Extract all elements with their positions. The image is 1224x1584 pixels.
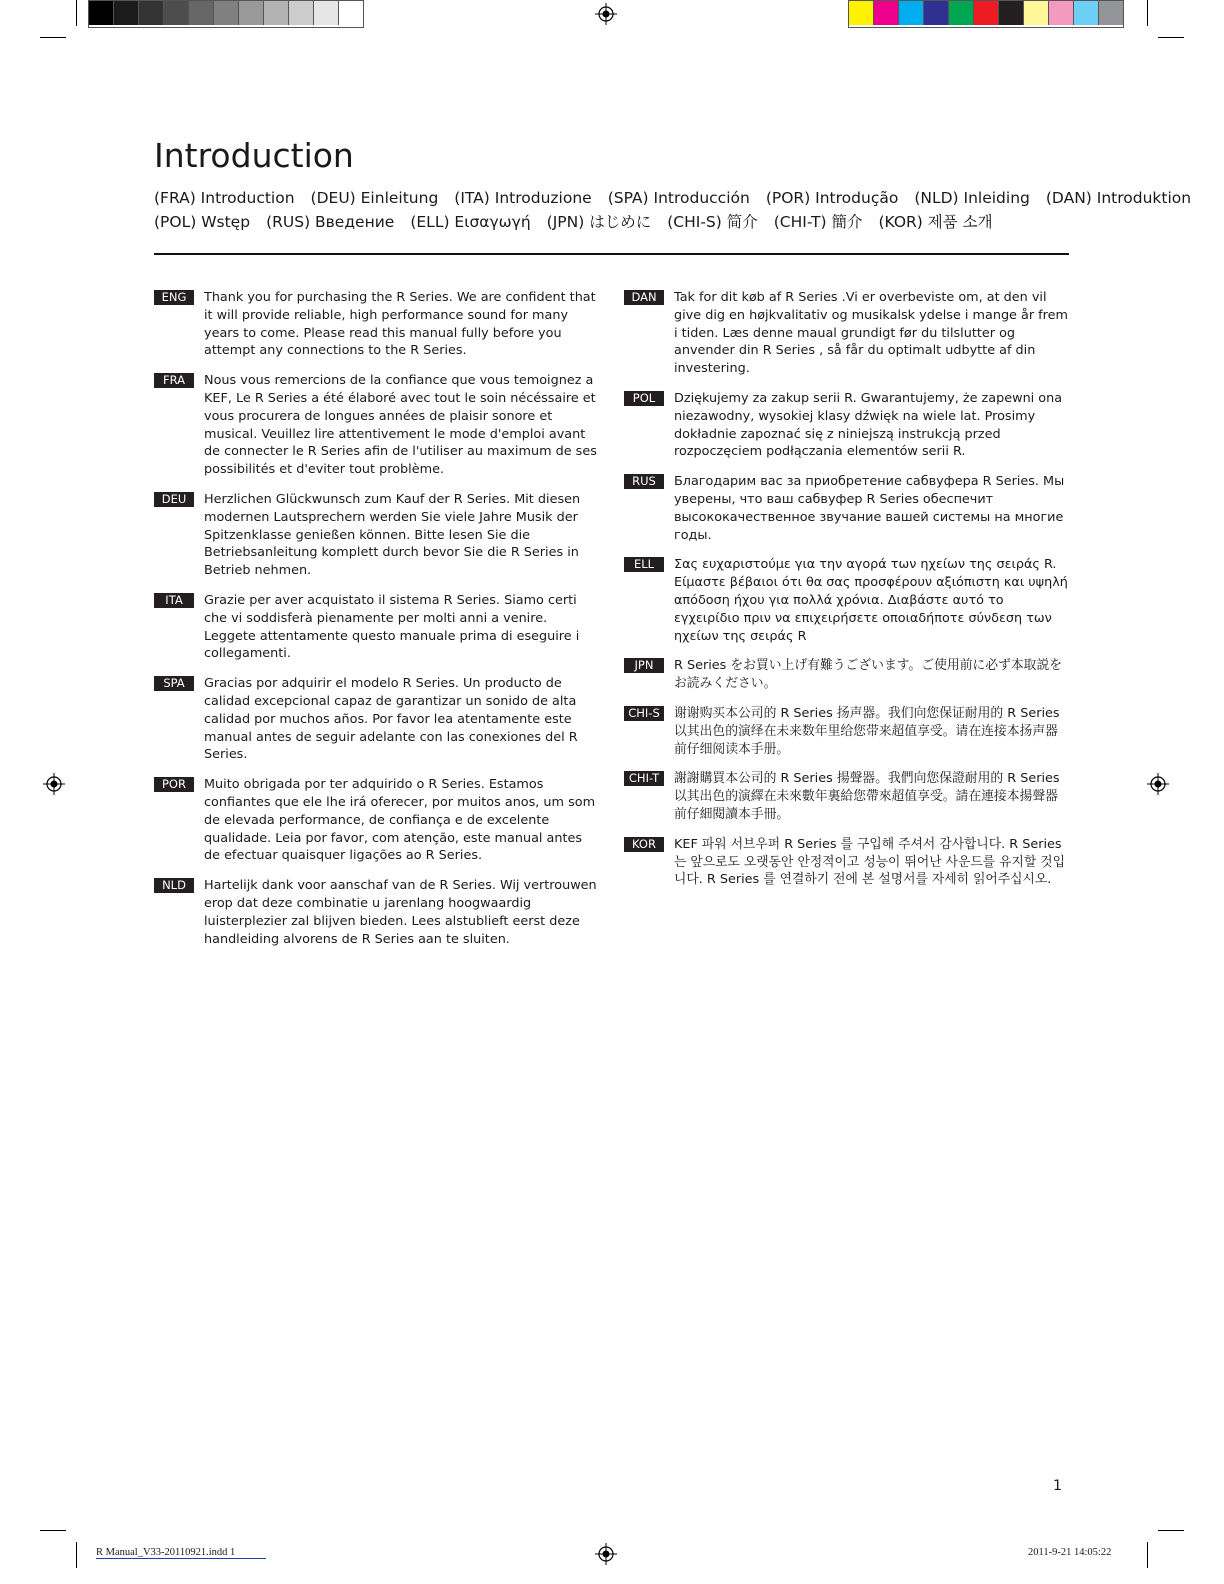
language-paragraph: Σας ευχαριστούμε για την αγορά των ηχείων της σειράς R. Είμαστε βέβαιοι ότι θα σας προσφέρουν αξιόπιστη και υψηλή απόδοση ήχου για πολλά χρόνια. Διαβάστε αυτό το εγχειρίδιο πριν να επιχειρήσετε οποιαδήποτε σύνδεση των ηχείων της σειράς R (674, 557, 1068, 644)
color-swatch (974, 1, 999, 25)
translated-titles-row-2 (154, 210, 1074, 234)
language-paragraph: Tak for dit køb af R Series .Vi er overbeviste om, at den vil give dig en højkvalitativ og musikalsk ydelse i mange år frem i tiden. Læs denne maual grundigt før du tilslutter og anvender din R Series , så får du optimalt udbytte af din investering. (674, 290, 1068, 377)
language-entry-chi-s (624, 705, 1069, 758)
language-entry-ita (154, 592, 599, 663)
language-code-badge: DEU (154, 492, 194, 507)
left-column (154, 289, 599, 960)
language-entry-jpn (624, 657, 1069, 693)
crop-mark (76, 1542, 77, 1568)
translated-title: (RUS) Введение (266, 213, 395, 231)
language-paragraph: Hartelijk dank voor aanschaf van de R Series. Wij vertrouwen erop dat deze combinatie u jarenlang hoogwaardig luisterplezier zal blijven bieden. Lees alstublieft eerst deze handleiding alvorens de R Series aan te sluiten. (204, 878, 597, 947)
language-paragraph: Dziękujemy za zakup serii R. Gwarantujemy, że zapewni ona niezawodny, wysokiej klasy dźwięk na wiele lat. Prosimy dokładnie zapoznać się z niniejszą instrukcją przed rozpoczęciem podłączania elementów serii R. (674, 390, 1063, 460)
translated-titles-row-1 (154, 186, 1192, 210)
page-number: 1 (1053, 1478, 1062, 1494)
translated-title: (JPN) はじめに (546, 213, 652, 231)
language-paragraph: Благодарим вас за приобретение сабвуфера R Series. Мы уверены, что ваш сабвуфер R Series обеспечит высококачественное звучание вашей системы на многие годы. (674, 474, 1065, 543)
language-entry-fra (154, 372, 599, 479)
footer-file-name: R Manual_V33-20110921.indd 1 (96, 1547, 266, 1559)
registration-mark-icon (595, 1543, 617, 1565)
language-paragraph: Thank you for purchasing the R Series. We are confident that it will provide reliable, high performance sound for many years to come. Please read this manual fully before you attempt any connections to the R Series. (204, 290, 596, 359)
language-paragraph: Muito obrigada por ter adquirido o R Series. Estamos confiantes que ele lhe irá oferecer, por muitos anos, um som de elevada performance, de confiança e de excelente qualidade. Leia por favor, com atenção, este manual antes de efectuar quaisquer ligações ao R Series. (204, 777, 596, 864)
language-code-badge: CHI-T (624, 771, 664, 786)
language-code-badge: ENG (154, 290, 194, 305)
color-swatch (1049, 1, 1074, 25)
footer-timestamp: 2011-9-21 14:05:22 (1028, 1547, 1112, 1558)
title-divider (154, 253, 1069, 255)
translated-titles (154, 186, 1192, 234)
crop-mark (1147, 0, 1148, 26)
language-entry-por (154, 776, 599, 865)
language-paragraph: R Series をお買い上げ有難うございます。ご使用前に必ず本取説をお読みください。 (674, 658, 1063, 692)
registration-mark-icon (595, 3, 617, 25)
color-swatch (339, 1, 363, 25)
registration-mark-icon (1147, 773, 1169, 795)
language-entry-ell (624, 556, 1069, 645)
language-code-badge: JPN (624, 658, 664, 673)
language-entry-chi-t (624, 770, 1069, 823)
color-swatch (1099, 1, 1123, 25)
color-swatch (949, 1, 974, 25)
color-swatch (874, 1, 899, 25)
translated-title: (NLD) Inleiding (914, 189, 1030, 207)
color-swatch (89, 1, 114, 25)
crop-mark (40, 37, 66, 38)
crop-mark (1147, 1542, 1148, 1568)
language-paragraph: 谢谢购买本公司的 R Series 扬声器。我们向您保证耐用的 R Series 以其出色的演绎在未来数年里给您带来超值享受。请在连接本扬声器前仔细阅读本手册。 (674, 705, 1060, 757)
color-swatch (114, 1, 139, 25)
language-paragraph: 謝謝購買本公司的 R Series 揚聲器。我們向您保證耐用的 R Series 以其出色的演繹在未來數年裏給您帶來超值享受。請在連接本揚聲器前仔細閱讀本手冊。 (674, 771, 1060, 822)
language-entry-rus (624, 473, 1069, 544)
registration-mark-icon (43, 773, 65, 795)
language-entry-kor (624, 836, 1069, 889)
color-swatch (314, 1, 339, 25)
color-swatch (999, 1, 1024, 25)
translated-title: (CHI-S) 简介 (667, 213, 758, 231)
language-entry-nld (154, 877, 599, 948)
gray-color-bar (88, 0, 364, 28)
language-entry-spa (154, 675, 599, 764)
language-code-badge: CHI-S (624, 706, 664, 721)
language-code-badge: SPA (154, 676, 194, 691)
translated-title: (ELL) Εισαγωγή (410, 213, 531, 231)
color-swatch (849, 1, 874, 25)
color-swatch (924, 1, 949, 25)
right-column (624, 289, 1069, 901)
language-paragraph: Herzlichen Glückwunsch zum Kauf der R Series. Mit diesen modernen Lautsprechern werden Sie viele Jahre Musik der Spitzenklasse genießen können. Bitte lesen Sie die Betriebsanleitung komplett durch bevor Sie die R Series in Betrieb nehmen. (204, 491, 581, 579)
color-swatch (239, 1, 264, 25)
translated-title: (FRA) Introduction (154, 189, 295, 207)
crop-mark (1158, 1530, 1184, 1531)
crop-mark (76, 0, 77, 26)
language-code-badge: DAN (624, 290, 664, 305)
color-swatch (1074, 1, 1099, 25)
language-entry-deu (154, 491, 599, 580)
language-paragraph: KEF 파워 서브우퍼 R Series 를 구입해 주셔서 감사합니다. R Series 는 앞으로도 오랫동안 안정적이고 성능이 뛰어난 사운드를 유지할 것입니다. R Series 를 연결하기 전에 본 설명서를 자세히 읽어주십시오. (674, 836, 1066, 888)
translated-title: (SPA) Introducción (607, 189, 750, 207)
language-entry-eng (154, 289, 599, 360)
color-swatch (189, 1, 214, 25)
translated-title: (CHI-T) 簡介 (773, 213, 863, 231)
language-entry-dan (624, 289, 1069, 378)
process-color-bar (848, 0, 1124, 28)
color-swatch (164, 1, 189, 25)
language-entry-pol (624, 390, 1069, 461)
translated-title: (ITA) Introduzione (454, 189, 592, 207)
translated-title: (KOR) 제품 소개 (878, 213, 993, 231)
language-code-badge: ELL (624, 557, 664, 572)
translated-title: (DAN) Introduktion (1045, 189, 1192, 207)
language-code-badge: ITA (154, 593, 194, 608)
crop-mark (1158, 37, 1184, 38)
color-swatch (139, 1, 164, 25)
language-code-badge: FRA (154, 373, 194, 388)
color-swatch (289, 1, 314, 25)
language-paragraph: Grazie per aver acquistato il sistema R Series. Siamo certi che vi soddisferà pienamente per molti anni a venire. Leggete attentamente questo manuale prima di eseguire i collegamenti. (204, 592, 580, 662)
language-code-badge: RUS (624, 474, 664, 489)
translated-title: (POL) Wstęp (154, 213, 251, 231)
language-paragraph: Nous vous remercions de la confiance que vous temoignez a KEF, Le R Series a été élaboré avec tout le soin nécéssaire et vous procurera de longues années de plaisir sonore et musical. Veuillez lire attentivement le mode d'emploi avant de connecter le R Series afin de l'utiliser au maximum de ses possibilités et d'eviter tout problème. (204, 373, 597, 478)
language-paragraph: Gracias por adquirir el modelo R Series. Un producto de calidad excepcional capaz de garantizar un sonido de alta calidad por muchos años. Por favor lea atentamente este manual antes de seguir adelante con las conexiones del R Series. (204, 676, 578, 763)
color-swatch (214, 1, 239, 25)
translated-title: (POR) Introdução (765, 189, 899, 207)
language-code-badge: POR (154, 777, 194, 792)
color-swatch (264, 1, 289, 25)
crop-mark (40, 1530, 66, 1531)
translated-title: (DEU) Einleitung (310, 189, 439, 207)
language-code-badge: KOR (624, 837, 664, 852)
language-code-badge: NLD (154, 878, 194, 893)
language-code-badge: POL (624, 391, 664, 406)
page-title: Introduction (154, 136, 354, 175)
color-swatch (899, 1, 924, 25)
color-swatch (1024, 1, 1049, 25)
